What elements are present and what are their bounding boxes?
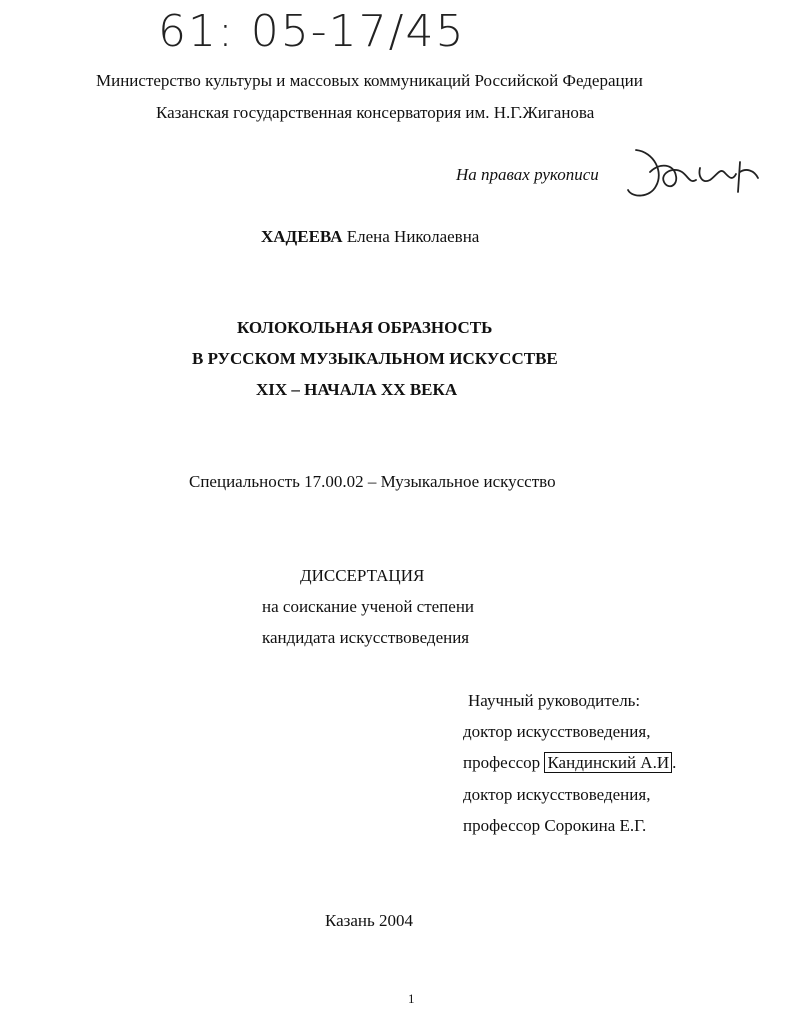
city-year: Казань 2004 [325, 911, 414, 930]
manuscript-note: На правах рукописи [456, 165, 599, 184]
author-given-names: Елена Николаевна [346, 227, 480, 246]
specialty: Специальность 17.00.02 – Музыкальное искусство [189, 472, 556, 491]
title-line-3: XIX – НАЧАЛА XX ВЕКА [256, 380, 458, 399]
dissertation-degree-line-2: кандидата искусствоведения [262, 628, 470, 647]
title-line-2: В РУССКОМ МУЗЫКАЛЬНОМ ИСКУССТВЕ [192, 349, 558, 368]
advisor2-degree: доктор искусствоведения, [463, 785, 651, 804]
advisor1-end: . [672, 753, 677, 772]
advisor2-line: профессор Сорокина Е.Г. [463, 816, 647, 835]
advisor1-title: профессор [463, 753, 541, 772]
advisor1-line [463, 753, 676, 773]
signature-icon [624, 142, 764, 204]
archive-code: 61: 05-17/45 [158, 6, 466, 57]
advisors-heading: Научный руководитель: [468, 691, 641, 710]
ministry-name: Министерство культуры и массовых коммуникаций Российской Федерации [96, 71, 643, 90]
advisor1-degree: доктор искусствоведения, [463, 722, 651, 741]
author-line [261, 227, 479, 247]
dissertation-degree-line-1: на соискание ученой степени [262, 597, 475, 616]
advisor1-name: Кандинский А.И [544, 752, 672, 773]
dissertation-heading: ДИССЕРТАЦИЯ [300, 566, 425, 585]
author-surname: ХАДЕЕВА [261, 227, 343, 246]
title-line-1: КОЛОКОЛЬНАЯ ОБРАЗНОСТЬ [237, 318, 493, 337]
institution-name: Казанская государственная консерватория им. Н.Г.Жиганова [156, 103, 595, 122]
page-number: 1 [408, 991, 415, 1006]
